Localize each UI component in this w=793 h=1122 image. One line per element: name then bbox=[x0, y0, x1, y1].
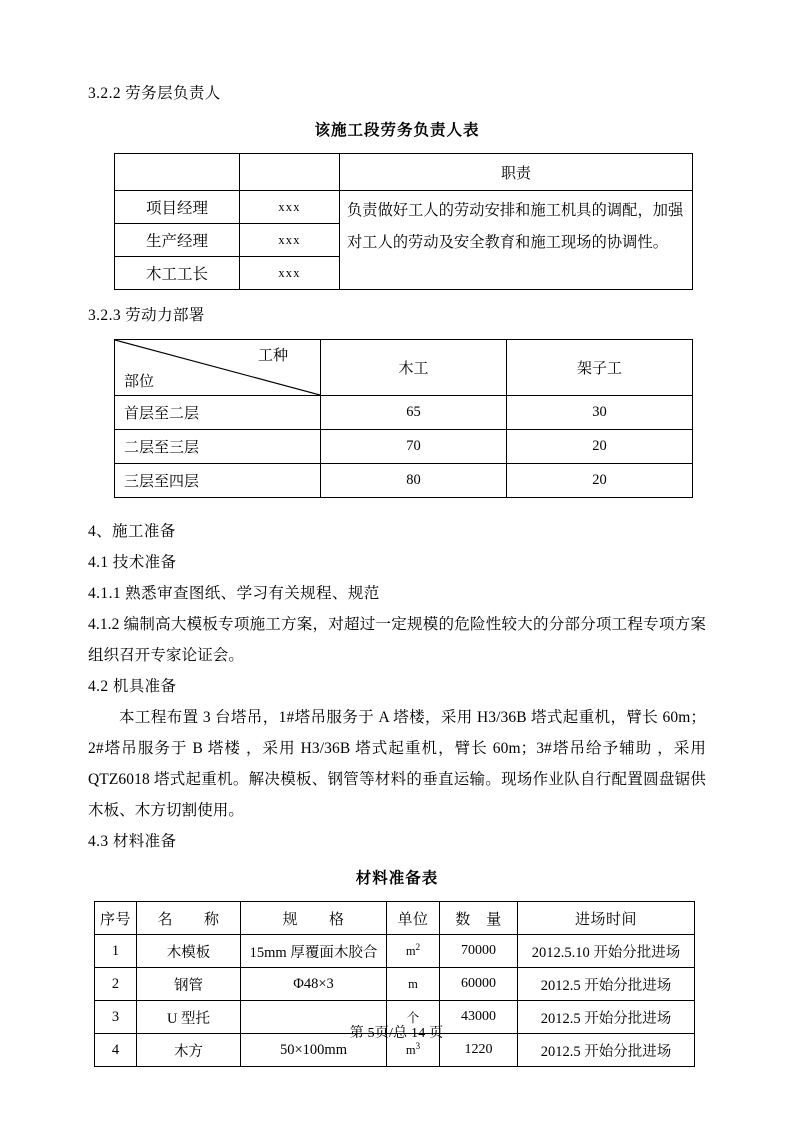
header-cell-no: 序号 bbox=[95, 902, 137, 935]
heading-3-2-3: 3.2.3 劳动力部署 bbox=[88, 307, 205, 324]
header-cell-blank-2 bbox=[240, 154, 340, 191]
table-labour-deployment bbox=[114, 339, 693, 498]
scaffolder-count: 20 bbox=[507, 430, 693, 464]
material-arrival-time: 2012.5 开始分批进场 bbox=[518, 968, 695, 1001]
table-row bbox=[115, 154, 693, 191]
paragraph-4-2: 本工程布置 3 台塔吊，1#塔吊服务于 A 塔楼，采用 H3/36B 塔式起重机，臂长 60m；2#塔吊服务于 B 塔楼 ，采用 H3/36B 塔式起重机，臂长 60m；3#塔吊给予辅助 ，采用 QTZ6018 塔式起重机。解决模板、钢管等材料的垂直运输。现场作业队自行配置圆盘锯供木板、木方切割使用。 bbox=[88, 709, 706, 819]
header-cell-scaffolder: 架子工 bbox=[507, 340, 693, 396]
paragraph-4-1-1: 4.1.1 熟悉审查图纸、学习有关规程、规范 bbox=[88, 585, 380, 602]
table-materials bbox=[94, 901, 695, 1067]
material-unit-exponent: 3 bbox=[415, 1041, 421, 1052]
material-name: 钢管 bbox=[137, 968, 241, 1001]
role-carpenter-foreman: 木工工长 bbox=[115, 257, 240, 290]
header-cell-name: 名 称 bbox=[137, 902, 241, 935]
header-cell-duty: 职责 bbox=[340, 154, 693, 191]
scaffolder-count: 30 bbox=[507, 396, 693, 430]
heading-4-1: 4.1 技术准备 bbox=[88, 554, 177, 571]
material-no: 3 bbox=[95, 1001, 137, 1034]
diagonal-header-trade: 工种 bbox=[257, 348, 288, 364]
material-arrival-time: 2012.5 开始分批进场 bbox=[518, 1034, 695, 1067]
table-row bbox=[115, 340, 693, 396]
table-title-materials: 材料准备表 bbox=[355, 869, 439, 887]
spacer bbox=[88, 143, 706, 153]
material-qty: 60000 bbox=[440, 968, 518, 1001]
position-label: 首层至二层 bbox=[115, 396, 321, 430]
heading-4-2: 4.2 机具准备 bbox=[88, 678, 177, 695]
material-name: 木方 bbox=[137, 1034, 241, 1067]
table-row bbox=[115, 191, 693, 224]
header-cell-carpenter: 木工 bbox=[321, 340, 507, 396]
spacer bbox=[88, 290, 706, 300]
spacer bbox=[88, 891, 706, 901]
heading-4-3: 4.3 材料准备 bbox=[88, 833, 177, 850]
material-unit-exponent: 2 bbox=[415, 942, 421, 953]
carpenter-count: 80 bbox=[321, 464, 507, 498]
page-content bbox=[88, 78, 706, 1067]
position-label: 二层至三层 bbox=[115, 430, 321, 464]
header-cell-arrival-time: 进场时间 bbox=[518, 902, 695, 935]
heading-3-2-2: 3.2.2 劳务层负责人 bbox=[88, 85, 221, 102]
material-spec: 15mm 厚覆面木胶合 bbox=[241, 935, 387, 968]
material-qty: 43000 bbox=[440, 1001, 518, 1034]
name-production-manager: xxx bbox=[240, 224, 340, 257]
table-row bbox=[115, 430, 693, 464]
material-qty: 1220 bbox=[440, 1034, 518, 1067]
material-unit-base: m bbox=[408, 977, 418, 992]
scaffolder-count: 20 bbox=[507, 464, 693, 498]
paragraph-4-1-2: 4.1.2 编制高大模板专项施工方案，对超过一定规模的危险性较大的分部分项工程专项方案组织召开专家论证会。 bbox=[88, 616, 706, 664]
material-unit bbox=[387, 935, 440, 968]
material-no: 1 bbox=[95, 935, 137, 968]
table-row bbox=[95, 968, 695, 1001]
table-title-responsible-persons: 该施工段劳务负责人表 bbox=[314, 121, 480, 139]
position-label: 三层至四层 bbox=[115, 464, 321, 498]
spacer bbox=[88, 498, 706, 516]
table-row bbox=[115, 464, 693, 498]
material-name: U 型托 bbox=[137, 1001, 241, 1034]
material-no: 4 bbox=[95, 1034, 137, 1067]
header-cell-blank-1 bbox=[115, 154, 240, 191]
role-project-manager: 项目经理 bbox=[115, 191, 240, 224]
header-cell-unit: 单位 bbox=[387, 902, 440, 935]
diagonal-header-position: 部位 bbox=[124, 374, 155, 390]
spacer bbox=[88, 109, 706, 117]
name-carpenter-foreman: xxx bbox=[240, 257, 340, 290]
material-unit bbox=[387, 968, 440, 1001]
table-row bbox=[95, 902, 695, 935]
material-unit-base: m bbox=[405, 1043, 416, 1058]
material-no: 2 bbox=[95, 968, 137, 1001]
table-row bbox=[115, 396, 693, 430]
material-unit-base: m bbox=[405, 944, 416, 959]
table-row bbox=[95, 935, 695, 968]
carpenter-count: 70 bbox=[321, 430, 507, 464]
name-project-manager: xxx bbox=[240, 191, 340, 224]
table-responsible-persons bbox=[114, 153, 693, 290]
material-qty: 70000 bbox=[440, 935, 518, 968]
header-cell-spec: 规 格 bbox=[241, 902, 387, 935]
page-footer: 第 5页/总 14 页 bbox=[349, 1026, 444, 1041]
material-spec: Φ48×3 bbox=[241, 968, 387, 1001]
material-name: 木模板 bbox=[137, 935, 241, 968]
heading-4: 4、施工准备 bbox=[88, 523, 176, 540]
spacer bbox=[88, 331, 706, 339]
role-production-manager: 生产经理 bbox=[115, 224, 240, 257]
material-arrival-time: 2012.5 开始分批进场 bbox=[518, 1001, 695, 1034]
duty-description: 负责做好工人的劳动安排和施工机具的调配，加强对工人的劳动及安全教育和施工现场的协调性。 bbox=[340, 191, 693, 290]
material-spec: 50×100mm bbox=[241, 1034, 387, 1067]
carpenter-count: 65 bbox=[321, 396, 507, 430]
material-unit-base: 个 bbox=[406, 1011, 420, 1025]
spacer bbox=[88, 857, 706, 865]
material-arrival-time: 2012.5.10 开始分批进场 bbox=[518, 935, 695, 968]
diagonal-header-cell bbox=[115, 340, 321, 396]
header-cell-qty: 数 量 bbox=[440, 902, 518, 935]
